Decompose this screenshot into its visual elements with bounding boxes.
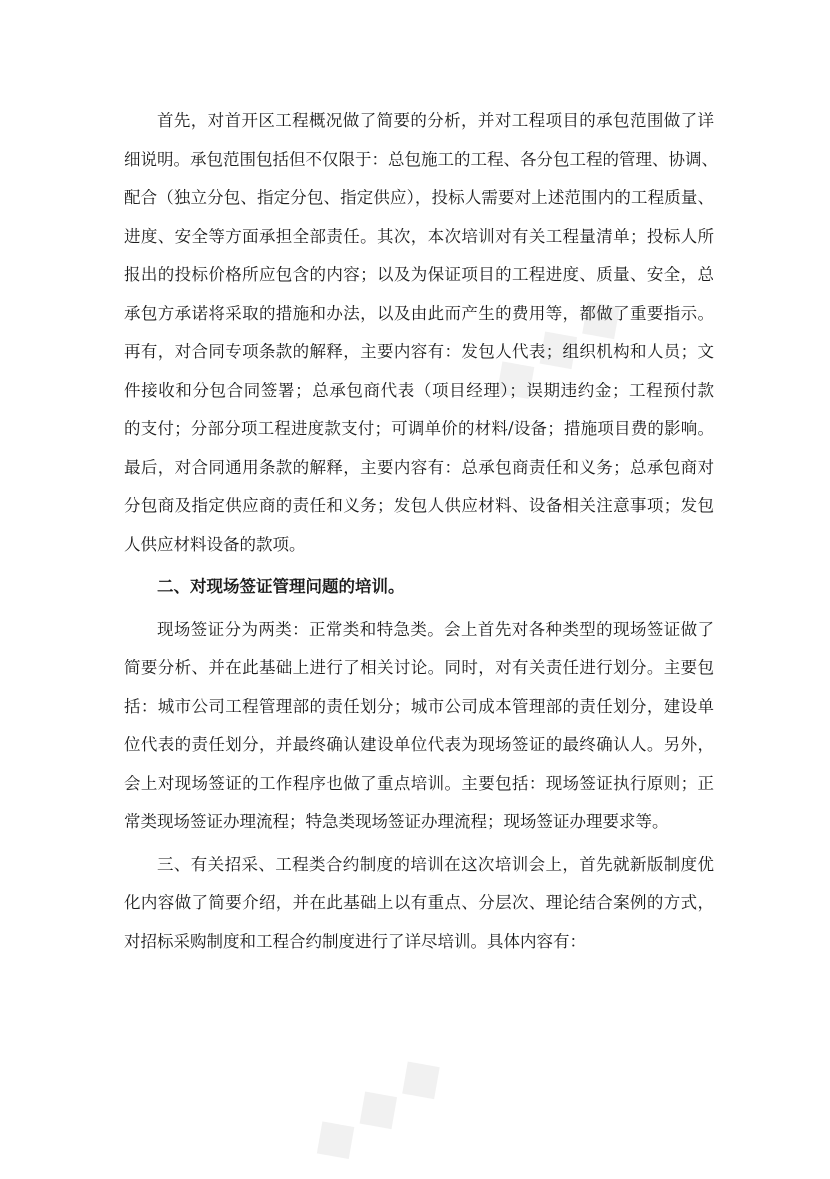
text-line: 简要分析、并在此基础上进行了相关讨论。同时，对有关责任进行划分。主要包 (124, 658, 714, 677)
text-line: 化内容做了简要介绍，并在此基础上以有重点、分层次、理论结合案例的方式， (124, 893, 714, 912)
text-line: 再有，对合同专项条款的解释，主要内容有：发包人代表；组织机构和人员；文 (124, 342, 714, 361)
text-line: 三、有关招采、工程类合约制度的培训在这次培训会上，首先就新版制度优 (157, 854, 714, 874)
text-line: 分包商及指定供应商的责任和义务；发包人供应材料、设备相关注意事项；发包 (124, 496, 714, 515)
text-line: 报出的投标价格所应包含的内容；以及为保证项目的工程进度、质量、安全，总 (124, 265, 714, 284)
text-line: 细说明。承包范围包括但不仅限于：总包施工的工程、各分包工程的管理、协调、 (124, 149, 718, 169)
text-line: 常类现场签证办理流程；特急类现场签证办理流程；现场签证办理要求等。 (124, 812, 669, 831)
paragraph-site-visa (124, 611, 714, 842)
paragraph-procurement (124, 846, 714, 962)
text-line: 位代表的责任划分，并最终确认建设单位代表为现场签证的最终确认人。另外， (124, 735, 714, 754)
text-line: 括：城市公司工程管理部的责任划分；城市公司成本管理部的责任划分，建设单 (124, 696, 714, 716)
watermark: ◆◆◆ (294, 1031, 463, 1179)
document-body (124, 102, 718, 961)
text-line: 最后，对合同通用条款的解释，主要内容有：总承包商责任和义务；总承包商对 (124, 457, 714, 477)
section-heading: 二、对现场签证管理问题的培训。 (157, 577, 405, 596)
paragraph-project-scope (124, 102, 718, 564)
text-line: 现场签证分为两类：正常类和特急类。会上首先对各种类型的现场签证做了 (157, 619, 714, 639)
text-line: 承包方承诺将采取的措施和办法，以及由此而产生的费用等，都做了重要指示。 (124, 303, 714, 323)
text-line: 人供应材料设备的款项。 (124, 534, 306, 554)
text-line: 的支付；分部分项工程进度款支付；可调单价的材料/设备；措施项目费的影响。 (124, 419, 714, 438)
watermark: ◆◆◆ (474, 271, 643, 419)
text-line: 件接收和分包合同签署；总承包商代表（项目经理）；误期违约金；工程预付款 (124, 380, 714, 400)
text-line: 进度、安全等方面承担全部责任。其次，本次培训对有关工程量清单；投标人所 (124, 226, 714, 246)
text-line: 首先，对首开区工程概况做了简要的分析，并对工程项目的承包范围做了详 (157, 111, 714, 130)
text-line: 会上对现场签证的工作程序也做了重点培训。主要包括：现场签证执行原则；正 (124, 773, 714, 793)
text-line: 对招标采购制度和工程合约制度进行了详尽培训。具体内容有： (124, 931, 586, 951)
text-line: 配合（独立分包、指定分包、指定供应），投标人需要对上述范围内的工程质量、 (124, 188, 714, 207)
